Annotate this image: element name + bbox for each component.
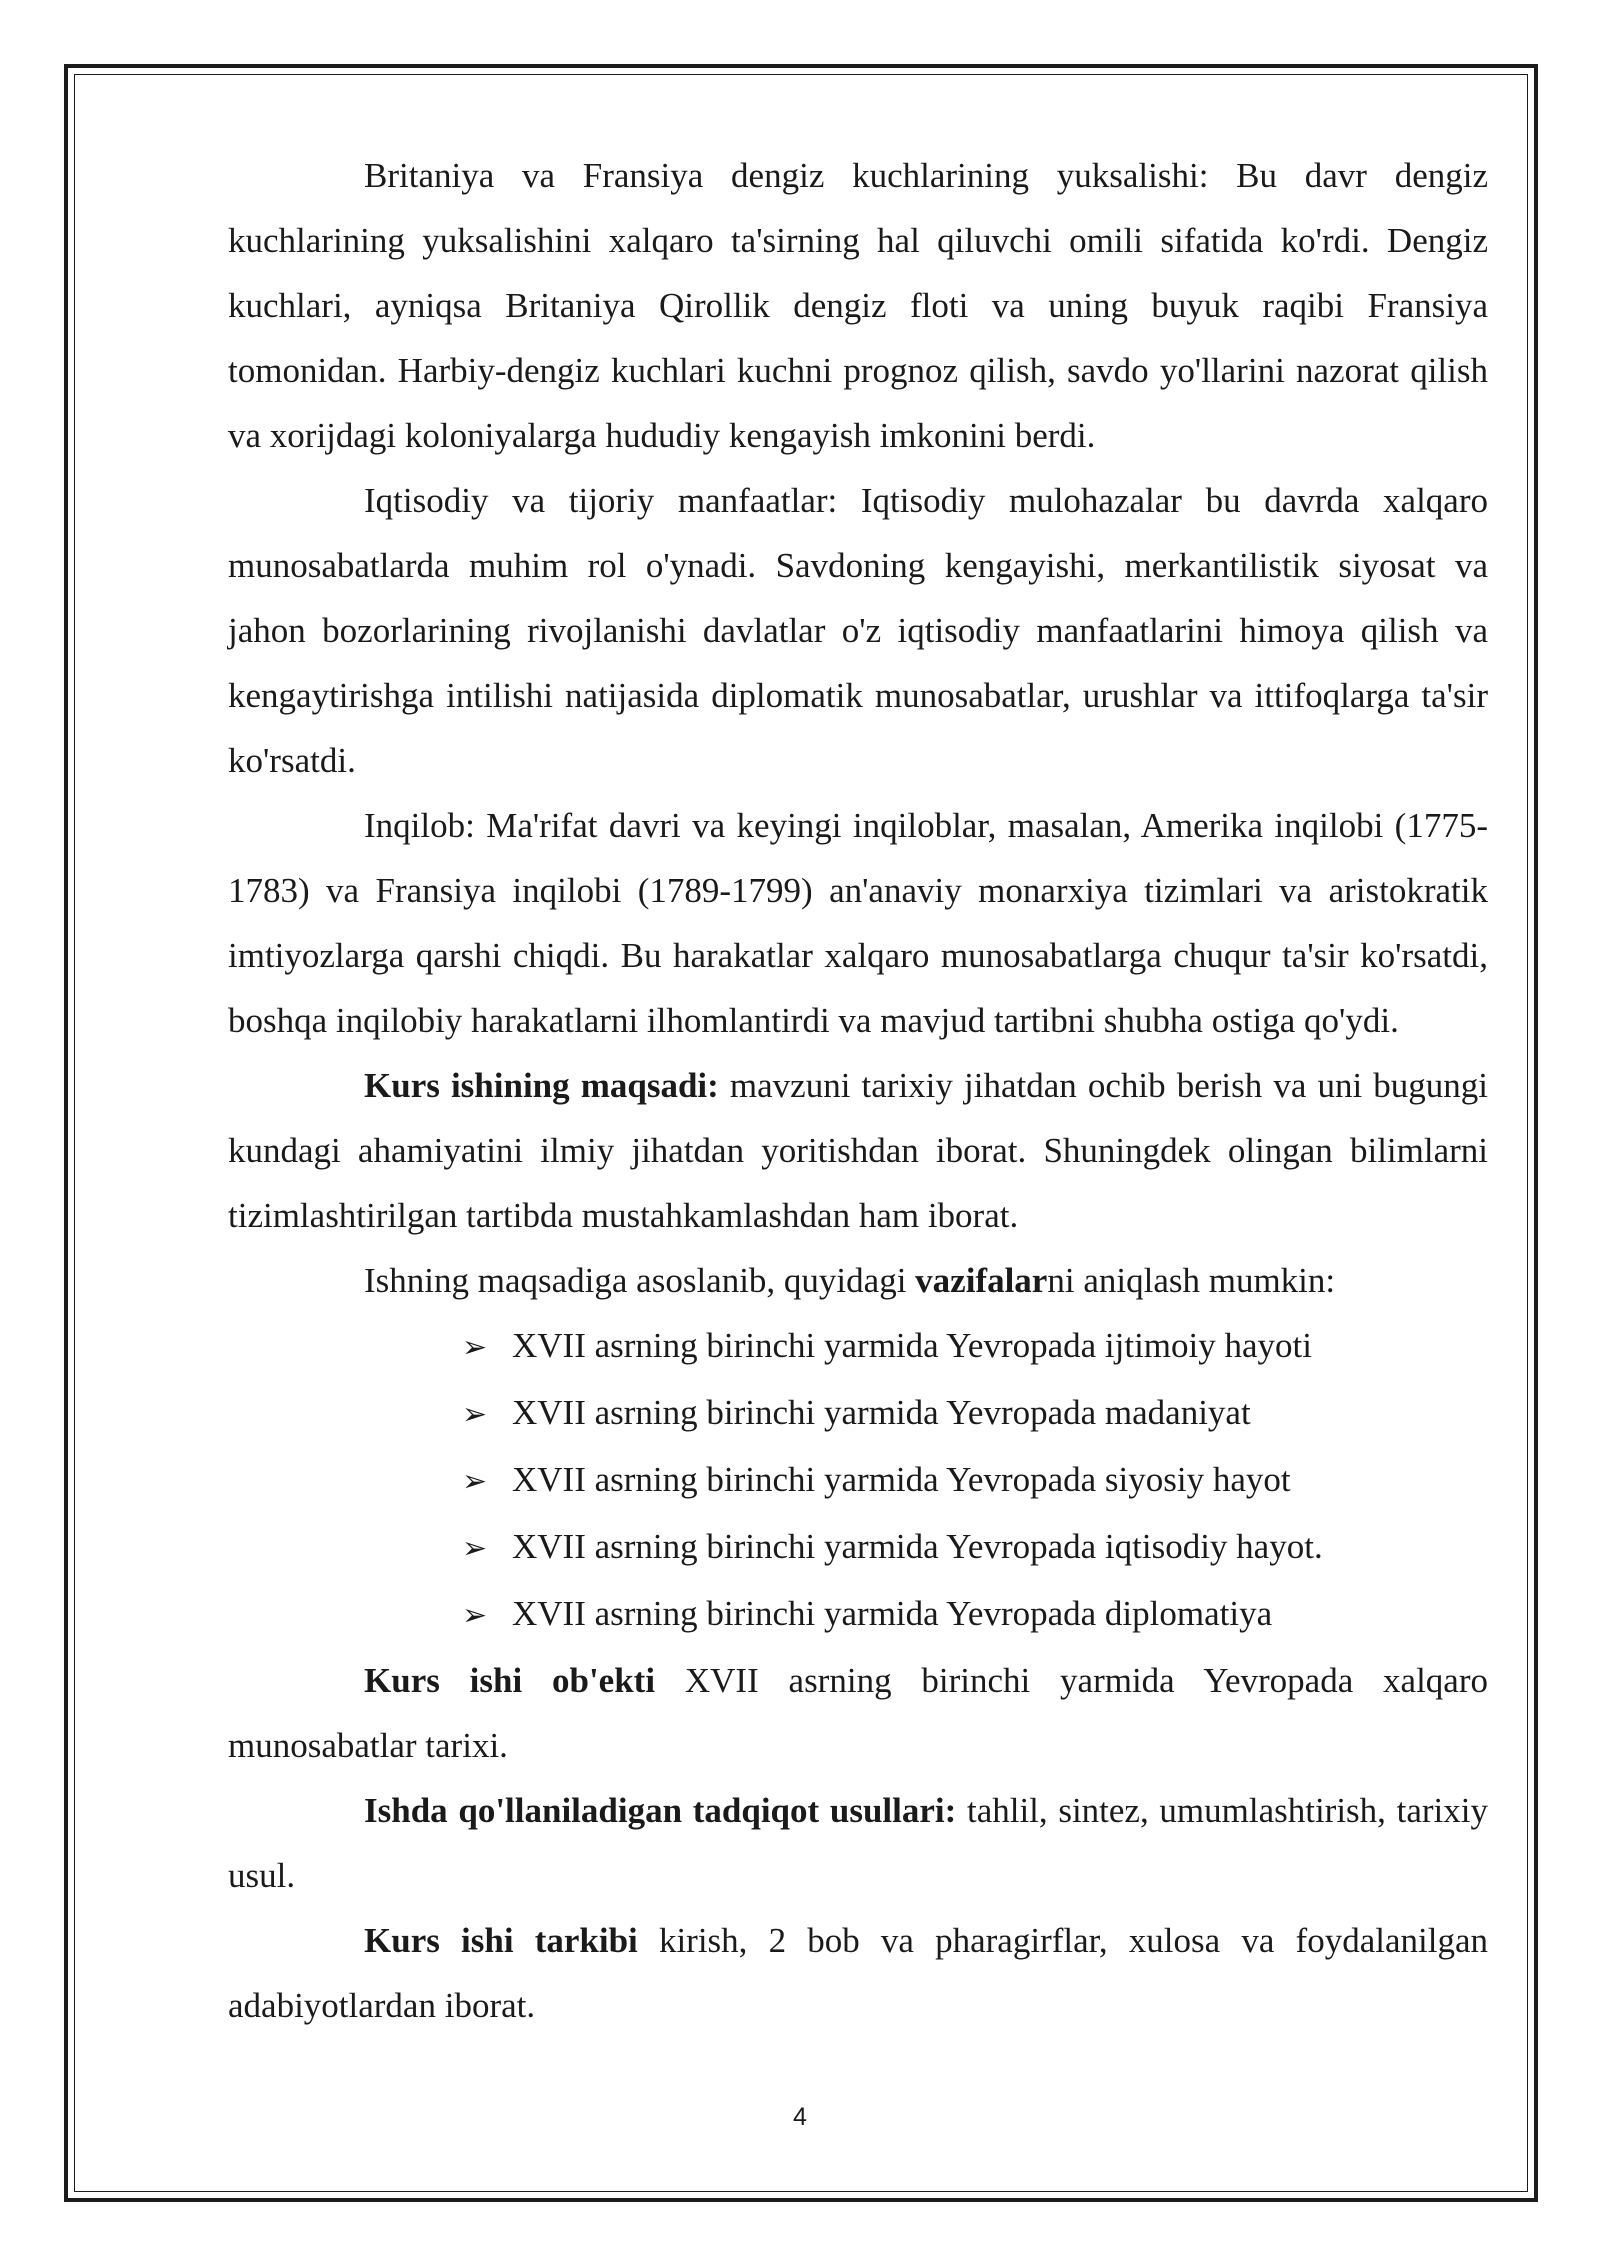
list-item — [462, 1447, 1488, 1514]
paragraph-revolution: Inqilob: Ma'rifat davri va keyingi inqiloblar, masalan, Amerika inqilobi (1775-1783) va Fransiya inqilobi (1789-1799) an'anaviy monarxiya tizimlari va aristokratik imtiyozlarga qarshi chiqdi. Bu harakatlar xalqaro munosabatlarga chuqur ta'sir ko'rsatdi, boshqa inqilobiy harakatlarni ilhomlantirdi va mavjud tartibni shubha ostiga qo'ydi. — [228, 806, 1488, 1040]
research-methods-label: Ishda qo'llaniladigan tadqiqot usullari: — [364, 1791, 957, 1830]
task-text: XVII asrning birinchi yarmida Yevropada diplomatiya — [512, 1594, 1273, 1633]
course-object-text: XVII asrning birinchi yarmida Yevropada xalqaro munosabatlar tarixi. — [228, 1661, 1488, 1765]
list-item — [462, 1514, 1488, 1581]
research-methods-text: tahlil, sintez, umumlashtirish, tarixiy usul. — [228, 1791, 1488, 1895]
paragraph-naval-power: Britaniya va Fransiya dengiz kuchlarining yuksalishi: Bu davr dengiz kuchlarining yuksalishini xalqaro ta'sirning hal qiluvchi omili sifatida ko'rdi. Dengiz kuchlari, ayniqsa Britaniya Qirollik dengiz floti va uning buyuk raqibi Fransiya tomonidan. Harbiy-dengiz kuchlari kuchni prognoz qilish, savdo yo'llarini nazorat qilish va xorijdagi koloniyalarga hududiy kengayish imkonini berdi. — [228, 156, 1488, 455]
arrowhead-bullet-icon: ➢ — [462, 1397, 488, 1432]
paragraph-tasks-intro — [228, 1248, 1488, 1313]
list-item — [462, 1313, 1488, 1380]
arrowhead-bullet-icon: ➢ — [462, 1464, 488, 1499]
paragraph-course-structure — [228, 1908, 1488, 2038]
page-number: 4 — [793, 2103, 807, 2131]
course-goal-text: mavzuni tarixiy jihatdan ochib berish va uni bugungi kundagi ahamiyatini ilmiy jihatdan yoritishdan iborat. Shuningdek olingan bilimlarni tizimlashtirilgan tartibda mustahkamlashdan ham iborat. — [228, 1066, 1489, 1235]
paragraph-research-methods — [228, 1778, 1488, 1908]
tasks-intro-before: Ishning maqsadiga asoslanib, quyidagi — [364, 1261, 916, 1300]
course-object-label: Kurs ishi ob'ekti — [364, 1661, 656, 1700]
list-item — [462, 1380, 1488, 1447]
task-list — [228, 1313, 1488, 1648]
paragraph-course-goal — [228, 1053, 1488, 1248]
course-structure-text: kirish, 2 bob va pharagirflar, xulosa va foydalanilgan adabiyotlardan iborat. — [228, 1921, 1488, 2025]
arrowhead-bullet-icon: ➢ — [462, 1598, 488, 1633]
course-structure-label: Kurs ishi tarkibi — [364, 1921, 638, 1960]
task-text: XVII asrning birinchi yarmida Yevropada ijtimoiy hayoti — [512, 1326, 1312, 1365]
list-item — [462, 1581, 1488, 1648]
course-goal-label: Kurs ishining maqsadi: — [364, 1066, 719, 1105]
arrowhead-bullet-icon: ➢ — [462, 1531, 488, 1566]
paragraph-course-object — [228, 1648, 1488, 1778]
arrowhead-bullet-icon: ➢ — [462, 1330, 488, 1365]
tasks-intro-bold: vazifalar — [915, 1261, 1048, 1300]
tasks-intro-after: ni aniqlash mumkin: — [1047, 1261, 1336, 1300]
task-text: XVII asrning birinchi yarmida Yevropada madaniyat — [512, 1393, 1251, 1432]
task-text: XVII asrning birinchi yarmida Yevropada iqtisodiy hayot. — [512, 1527, 1323, 1566]
document-body — [228, 143, 1488, 2038]
task-text: XVII asrning birinchi yarmida Yevropada siyosiy hayot — [512, 1460, 1291, 1499]
paragraph-economic-interests: Iqtisodiy va tijoriy manfaatlar: Iqtisodiy mulohazalar bu davrda xalqaro munosabatlarda muhim rol o'ynadi. Savdoning kengayishi, merkantilistik siyosat va jahon bozorlarining rivojlanishi davlatlar o'z iqtisodiy manfaatlarini himoya qilish va kengaytirishga intilishi natijasida diplomatik munosabatlar, urushlar va ittifoqlarga ta'sir ko'rsatdi. — [228, 481, 1488, 780]
